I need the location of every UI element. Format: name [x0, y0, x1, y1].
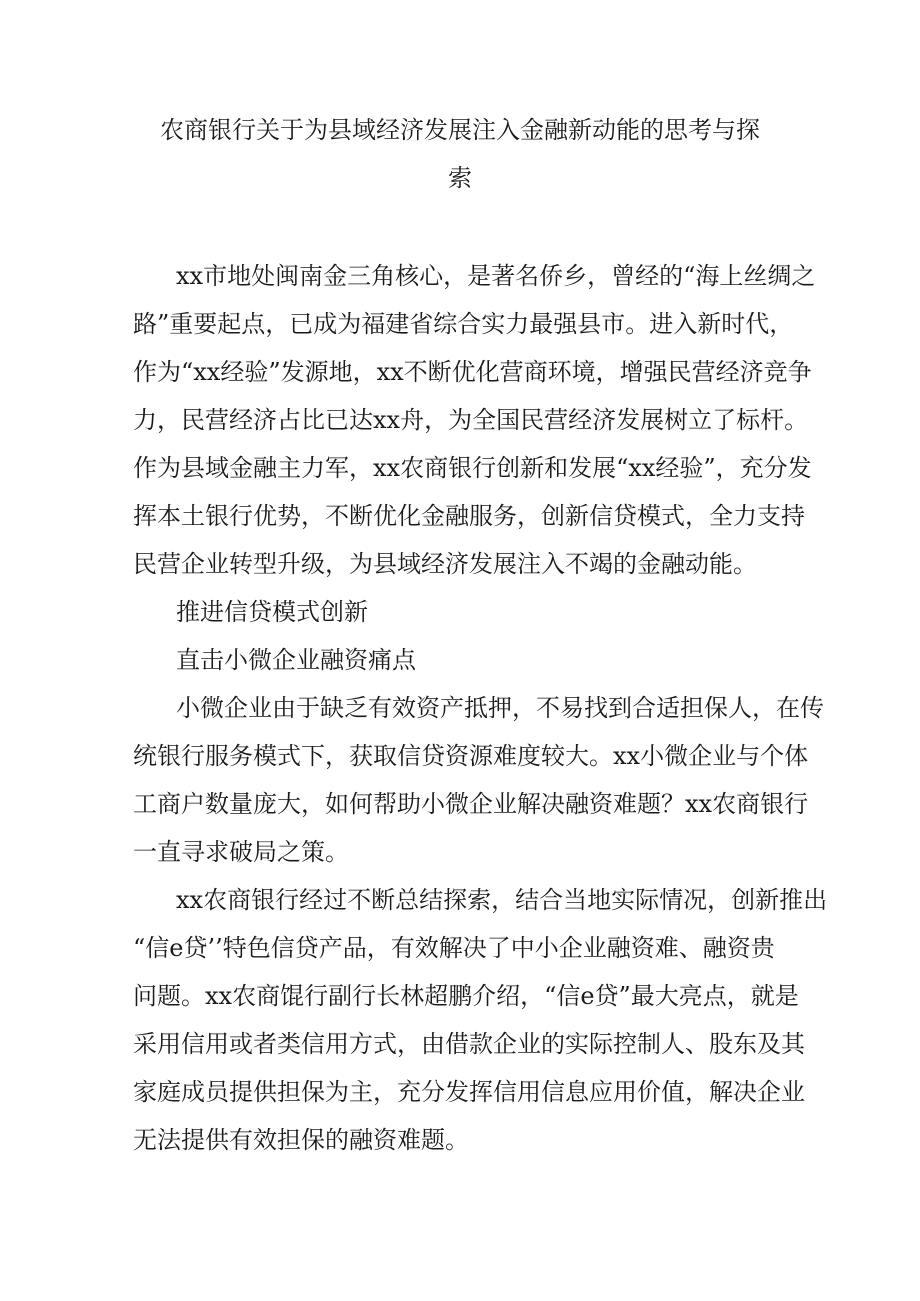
paragraph-2-line-4: 一直寻求破局之策。 [133, 838, 349, 866]
paragraph-2-line-3: 工商户数量庞大，如何帮助小微企业解决融资难题？xx农商银行 [133, 790, 809, 818]
paragraph-3-line-5: 家庭成员提供担保为主，充分发挥信用信息应用价值，解决企业 [133, 1078, 805, 1106]
section-heading: 推进信贷模式创新 [176, 598, 368, 626]
paragraph-3-line-1: xx农商银行经过不断总结探索，结合当地实际情况，创新推出 [176, 886, 828, 914]
paragraph-3-line-6: 无法提供有效担保的融资难题。 [133, 1126, 469, 1154]
paragraph-3-line-2: “信e贷’’特色信贷产品，有效解决了中小企业融资难、融资贵 [133, 934, 775, 962]
paragraph-1-line-7: 民营企业转型升级，为县域经济发展注入不竭的金融动能。 [133, 550, 757, 578]
paragraph-2-line-1: 小微企业由于缺乏有效资产抵押，不易找到合适担保人，在传 [176, 694, 824, 722]
paragraph-3-line-4: 采用信用或者类信用方式，由借款企业的实际控制人、股东及其 [133, 1030, 805, 1058]
paragraph-1-line-3: 作为“xx经验”发源地，xx不断优化营商环境，增强民营经济竞争 [133, 358, 812, 386]
paragraph-3-line-3: 问题。xx农商馄行副行长林超鹏介绍，“信e贷”最大亮点，就是 [133, 982, 799, 1010]
paragraph-2-line-2: 统银行服务模式下，获取信贷资源难度较大。xx小微企业与个体 [133, 742, 809, 770]
paragraph-1-line-6: 挥本土银行优势，不断优化金融服务，创新信贷模式，全力支持 [133, 502, 805, 530]
document-title-line-1: 农商银行关于为县域经济发展注入金融新动能的思考与探 [160, 116, 760, 144]
document-title-line-2: 索 [448, 164, 472, 192]
paragraph-1-line-4: 力，民营经济占比已达xx舟，为全国民营经济发展树立了标杆。 [133, 406, 809, 434]
paragraph-1-line-1: xx市地处闽南金三角核心，是著名侨乡，曾经的“海上丝绸之 [176, 262, 816, 290]
paragraph-1-line-5: 作为县域金融主力军，xx农商银行创新和发展“xx经验”，充分发 [133, 454, 812, 482]
subsection-heading: 直击小微企业融资痛点 [176, 646, 416, 674]
paragraph-1-line-2: 路”重要起点，已成为福建省综合实力最强县市。进入新时代， [133, 310, 794, 338]
